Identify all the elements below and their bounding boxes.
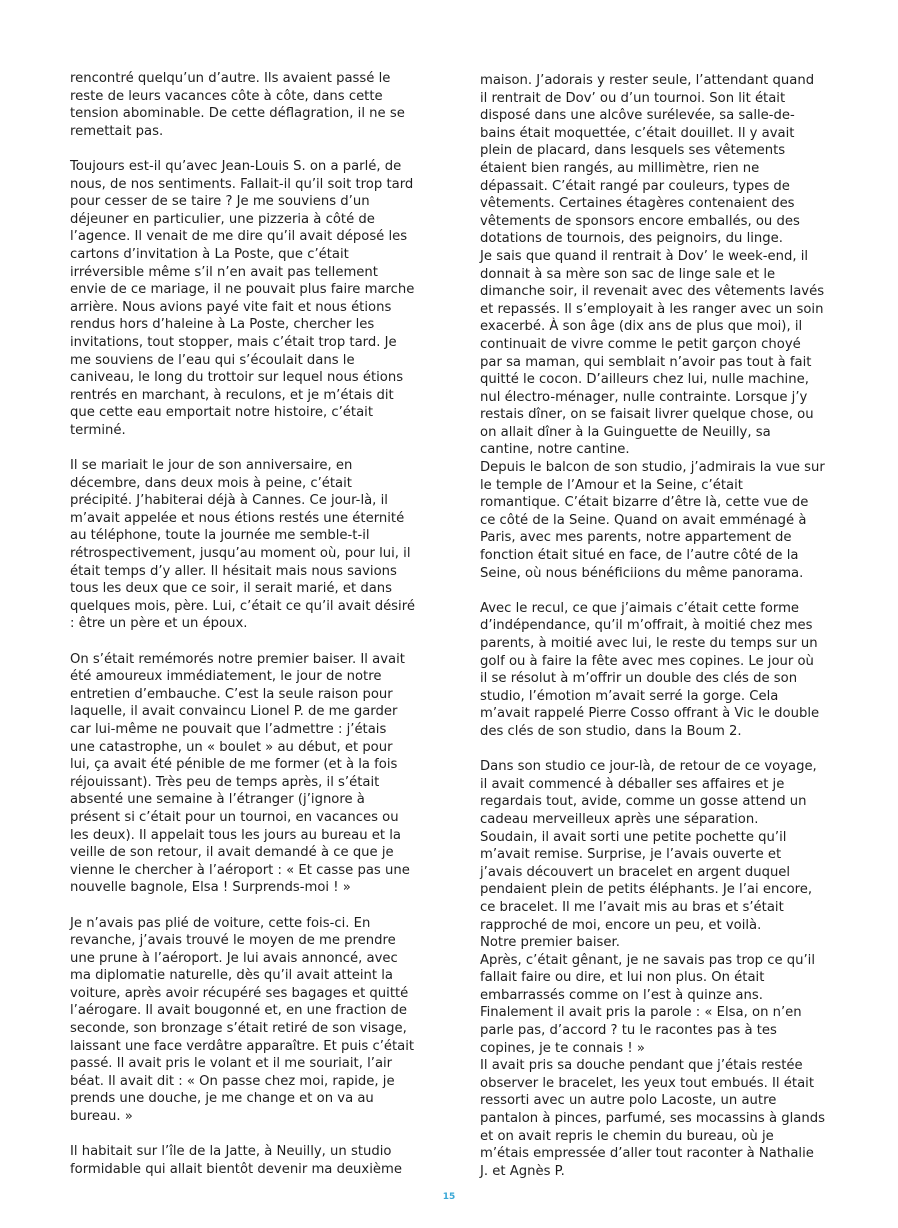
paragraph: On s’était remémorés notre premier baiser. Il avait été amoureux immédiatement, le jour de notre entretien d’embauche. C’est la seule raison pour laquelle, il avait convaincu Lionel P. de me garder car lui-même ne pouvait que l’admettre : j’étais une catastrophe, un « boulet » au début, et pour lui, ça avait été pénible de me former (et à la fois réjouissant). Très peu de temps après, il s’était absenté une semaine à l’étranger (j’ignore à présent si c’était pour un tournoi, en vacances ou les deux). Il appelait tous les jours au bureau et la veille de son retour, il avait demandé à ce que je vienne le chercher à l’aéroport : « Et casse pas une nouvelle bagnole, Elsa ! Surprends-moi ! »: [70, 651, 410, 896]
left-column: [70, 70, 415, 1196]
page-number: 15: [442, 1192, 456, 1202]
paragraph: Toujours est-il qu’avec Jean-Louis S. on a parlé, de nous, de nos sentiments. Fallait-il qu’il soit trop tard pour cesser de se taire ? Je me souviens d’un déjeuner en particulier, une pizzeria à côté de l’agence. Il venait de me dire qu’il avait déposé les cartons d’invitation à La Poste, que c’était irréversible même s’il n’en avait pas tellement envie de ce mariage, il ne pouvait plus faire marche arrière. Nous avions payé vite fait et nous étions rendus hors d’haleine à La Poste, chercher les invitations, tout stopper, mais c’était trop tard. Je me souviens de l’eau qui s’écoulait dans le caniveau, le long du trottoir sur lequel nous étions rentrés en marchant, à reculons, et je m’étais dit que cette eau emportait notre histoire, c’était terminé.: [70, 158, 415, 438]
paragraph: maison. J’adorais y rester seule, l’attendant quand il rentrait de Dov’ ou d’un tournoi. Son lit était disposé dans une alcôve surélevée, sa salle-de-bains était moquettée, c’était douillet. Il y avait plein de placard, dans lesquels ses vêtements étaient bien rangés, au millimètre, rien ne dépassait. C’était rangé par couleurs, types de vêtements. Certaines étagères contenaient des vêtements de sponsors encore emballés, ou des dotations de tournois, des peignoirs, du linge. Je sais que quand il rentrait à Dov’ le week-end, il donnait à sa mère son sac de linge sale et le dimanche soir, il revenait avec des vêtements lavés et repassés. Il s’employait à les ranger avec un soin exacerbé. À son âge (dix ans de plus que moi), il continuait de vivre comme le petit garçon choyé par sa maman, qui semblait n’avoir pas tout à fait quitté le cocon. D’ailleurs chez lui, nulle machine, nul électro-ménager, nulle contrainte. Lorsque j’y restais dîner, on se faisait livrer quelque chose, ou on allait dîner à la Guinguette de Neuilly, sa cantine, notre cantine. Depuis le balcon de son studio, j’admirais la vue sur le temple de l’Amour et la Seine, c’était romantique. C’était bizarre d’être là, cette vue de ce côté de la Seine. Quand on avait emménagé à Paris, avec mes parents, notre appartement de fonction était situé en face, de l’autre côté de la Seine, où nous bénéficiions du même panorama.: [480, 73, 825, 581]
paragraph: Il habitait sur l’île de la Jatte, à Neuilly, un studio formidable qui allait bientôt devenir ma deuxième: [70, 1144, 402, 1177]
paragraph: Je n’avais pas plié de voiture, cette fois-ci. En revanche, j’avais trouvé le moyen de me prendre une prune à l’aéroport. Je lui avais annoncé, avec ma diplomatie naturelle, dès qu’il avait atteint la voiture, après avoir récupéré ses bagages et quitté l’aérogare. Il avait bougonné et, en une fraction de seconde, son bronzage s’était retiré de son visage, laissant une face verdâtre apparaître. Et puis c’était passé. Il avait pris le volant et il me souriait, l’air béat. Il avait dit : « On passe chez moi, rapide, je prends une douche, je me change et on va au bureau. »: [70, 915, 415, 1125]
paragraph: Dans son studio ce jour-là, de retour de ce voyage, il avait commencé à déballer ses affaires et je regardais tout, avide, comme un gosse attend un cadeau merveilleux après une séparation. Soudain, il avait sorti une petite pochette qu’il m’avait remise. Surprise, je l’avais ouverte et j’avais découvert un bracelet en argent duquel pendaient plein de petits éléphants. Je l’ai encore, ce bracelet. Il me l’avait mis au bras et s’était rapproché de moi, encore un peu, et voilà. Notre premier baiser. Après, c’était gênant, je ne savais pas trop ce qu’il fallait faire ou dire, et lui non plus. On était embarrassés comme on l’est à quinze ans. Finalement il avait pris la parole : « Elsa, on n’en parle pas, d’accord ? tu le racontes pas à tes copines, je te connais ! » Il avait pris sa douche pendant que j’étais restée observer le bracelet, les yeux tout embués. Il était ressorti avec un autre polo Lacoste, un autre pantalon à pinces, parfumé, ses mocassins à glands et on avait repris le chemin du bureau, où je m’étais empressée d’aller tout raconter à Nathalie J. et Agnès P.: [480, 759, 825, 1179]
right-column: [480, 72, 825, 1198]
paragraph: Avec le recul, ce que j’aimais c’était cette forme d’indépendance, qu’il m’offrait, à moitié chez mes parents, à moitié avec lui, le reste du temps sur un golf ou à faire la fête avec mes copines. Le jour où il se résolut à m’offrir un double des clés de son studio, l’émotion m’avait serré la gorge. Cela m’avait rappelé Pierre Cosso offrant à Vic le double des clés de son studio, dans la Boum 2.: [480, 600, 820, 739]
paragraph: rencontré quelqu’un d’autre. Ils avaient passé le reste de leurs vacances côte à côte, dans cette tension abominable. De cette déflagration, il ne se remettait pas.: [70, 71, 405, 139]
paragraph: Il se mariait le jour de son anniversaire, en décembre, dans deux mois à peine, c’était précipité. J’habiterai déjà à Cannes. Ce jour-là, il m’avait appelée et nous étions restés une éternité au téléphone, toute la journée me semble-t-il rétrospectivement, jusqu’au moment où, pour lui, il était temps d’y aller. Il hésitait mais nous savions tous les deux que ce soir, il serait marié, et dans quelques mois, père. Lui, c’était ce qu’il avait désiré : être un père et un époux.: [70, 458, 415, 632]
